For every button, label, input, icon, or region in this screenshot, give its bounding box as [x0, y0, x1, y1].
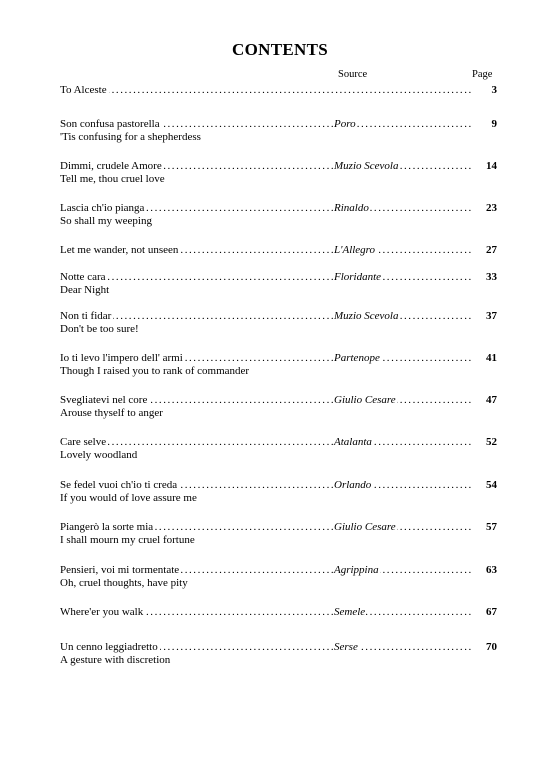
contents-entry	[60, 479, 497, 505]
entry-title: Piangerò la sorte mia	[60, 521, 154, 533]
entry-source: Poro	[334, 118, 356, 130]
entry-title: To Alceste	[60, 84, 107, 96]
entry-source: Partenope	[334, 352, 380, 364]
entry-page: 54	[486, 479, 497, 491]
entry-translation: If you would of love assure me	[60, 492, 197, 504]
entry-source: L'Allegro	[334, 244, 376, 256]
entry-source: Rinaldo	[334, 202, 369, 214]
entry-translation: Don't be too sure!	[60, 323, 139, 335]
contents-entry	[60, 244, 497, 257]
entry-title: Io ti levo l'impero dell' armi	[60, 352, 183, 364]
entry-title: Se fedel vuoi ch'io ti creda	[60, 479, 178, 491]
entry-page: 47	[486, 394, 497, 406]
entry-translation: Tell me, thou cruel love	[60, 173, 165, 185]
entry-source: Floridante	[334, 271, 382, 283]
entry-page: 14	[486, 160, 497, 172]
entry-page: 33	[486, 271, 497, 283]
contents-entry	[60, 202, 497, 228]
entry-title: Notte cara	[60, 271, 106, 283]
entry-translation: A gesture with discretion	[60, 654, 171, 666]
entry-translation: I shall mourn my cruel fortune	[60, 534, 195, 546]
page-column-header: Page	[472, 69, 493, 80]
contents-entry	[60, 271, 497, 297]
entry-page: 41	[486, 352, 497, 364]
entry-source: Atalanta	[334, 436, 372, 448]
entry-page: 27	[486, 244, 497, 256]
entry-title: Let me wander, not unseen	[60, 244, 179, 256]
dot-leader	[60, 310, 471, 323]
entry-translation: Oh, cruel thoughts, have pity	[60, 577, 188, 589]
entry-page: 9	[491, 118, 497, 130]
entry-source: Agrippina	[334, 564, 379, 576]
contents-entry	[60, 606, 497, 619]
entry-translation: Arouse thyself to anger	[60, 407, 163, 419]
contents-entry	[60, 352, 497, 378]
entry-page: 63	[486, 564, 497, 576]
dot-leader	[60, 84, 471, 97]
entry-source: Giulio Cesare	[334, 394, 396, 406]
entry-page: 37	[486, 310, 497, 322]
entry-source: Serse	[334, 641, 358, 653]
entry-title: Lascia ch'io pianga	[60, 202, 145, 214]
entry-title: Dimmi, crudele Amore	[60, 160, 162, 172]
entry-source: Muzio Scevola	[334, 160, 399, 172]
contents-entry	[60, 521, 497, 547]
entry-title: Care selve	[60, 436, 107, 448]
contents-entry	[60, 84, 497, 97]
contents-entry	[60, 641, 497, 667]
dot-leader	[60, 271, 471, 284]
entry-page: 70	[486, 641, 497, 653]
entry-page: 52	[486, 436, 497, 448]
entry-source: Giulio Cesare	[334, 521, 396, 533]
contents-entry	[60, 160, 497, 186]
entry-source: Orlando	[334, 479, 372, 491]
entry-title: Where'er you walk	[60, 606, 144, 618]
entry-translation: Lovely woodland	[60, 449, 138, 461]
contents-entry	[60, 310, 497, 336]
entry-page: 3	[491, 84, 497, 96]
entry-page: 57	[486, 521, 497, 533]
contents-entry	[60, 564, 497, 590]
entry-source: Semele	[334, 606, 366, 618]
entry-title: Son confusa pastorella	[60, 118, 160, 130]
entry-title: Un cenno leggiadretto	[60, 641, 158, 653]
entry-translation: Though I raised you to rank of commander	[60, 365, 250, 377]
entry-title: Non ti fidar	[60, 310, 112, 322]
entry-title: Pensieri, voi mi tormentate	[60, 564, 180, 576]
entry-translation: 'Tis confusing for a shepherdess	[60, 131, 201, 143]
contents-entry	[60, 118, 497, 144]
dot-leader	[60, 436, 471, 449]
entry-title: Svegliatevi nel core	[60, 394, 148, 406]
page-title: CONTENTS	[232, 40, 328, 59]
entry-translation: So shall my weeping	[60, 215, 152, 227]
entry-translation: Dear Night	[60, 284, 110, 296]
entry-page: 67	[486, 606, 497, 618]
source-column-header: Source	[338, 69, 368, 80]
contents-entry	[60, 436, 497, 462]
entry-page: 23	[486, 202, 497, 214]
contents-entry	[60, 394, 497, 420]
entry-source: Muzio Scevola	[334, 310, 399, 322]
